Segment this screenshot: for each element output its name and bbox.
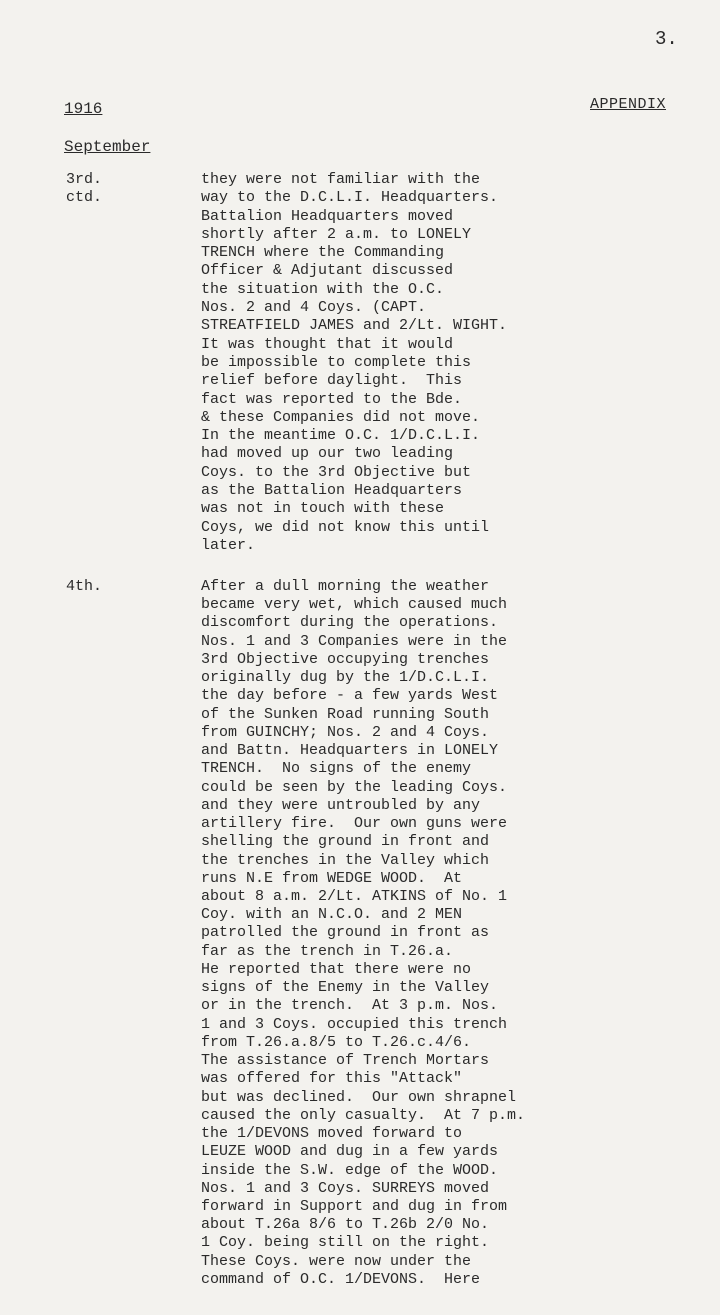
month-heading: September	[64, 138, 151, 156]
entry-line: shortly after 2 a.m. to LONELY	[201, 225, 472, 243]
entry-line: later.	[201, 536, 256, 554]
entry-line: and Battn. Headquarters in LONELY	[201, 742, 499, 760]
entry-line: patrolled the ground in front as	[201, 924, 490, 942]
entry-line: forward in Support and dug in from	[201, 1197, 508, 1215]
entry-line: Coys. to the 3rd Objective but	[201, 463, 472, 481]
entry-line: The assistance of Trench Mortars	[201, 1052, 490, 1070]
entry-date	[66, 171, 102, 208]
entry-line: command of O.C. 1/DEVONS. Here	[201, 1270, 481, 1288]
entry-line: be impossible to complete this	[201, 353, 472, 371]
entry-line: originally dug by the 1/D.C.L.I.	[201, 669, 490, 687]
entry-line: shelling the ground in front and	[201, 833, 490, 851]
entry-date-line: 3rd.	[66, 171, 103, 188]
entry-line: Nos. 1 and 3 Coys. SURREYS moved	[201, 1179, 490, 1197]
entry-line: Coys, we did not know this until	[201, 518, 490, 536]
entry-text	[201, 171, 507, 555]
entry-line: but was declined. Our own shrapnel	[201, 1088, 517, 1106]
entry-line: TRENCH. No signs of the enemy	[201, 760, 472, 778]
entry-line: relief before daylight. This	[201, 372, 463, 390]
entry-line: could be seen by the leading Coys.	[201, 778, 508, 796]
entry-line: & these Companies did not move.	[201, 408, 481, 426]
page-number: 3.	[655, 28, 678, 50]
entry-line: fact was reported to the Bde.	[201, 390, 463, 408]
entry-line: 3rd Objective occupying trenches	[201, 650, 490, 668]
entry-line: the situation with the O.C.	[201, 280, 445, 298]
entry-line: 1 and 3 Coys. occupied this trench	[201, 1015, 508, 1033]
entry-line: artillery fire. Our own guns were	[201, 815, 508, 833]
entry-line: from T.26.a.8/5 to T.26.c.4/6.	[201, 1033, 472, 1051]
entry-line: Officer & Adjutant discussed	[201, 262, 454, 280]
entry-line: or in the trench. At 3 p.m. Nos.	[201, 997, 499, 1015]
entry-line: the day before - a few yards West	[201, 687, 499, 705]
entry-line: was offered for this "Attack"	[201, 1070, 463, 1088]
entry-line: After a dull morning the weather	[201, 578, 490, 595]
entry-line: became very wet, which caused much	[201, 596, 508, 614]
entry-text	[201, 578, 525, 1289]
year-heading: 1916	[64, 100, 103, 118]
entry-line: He reported that there were no	[201, 960, 472, 978]
entry-line: These Coys. were now under the	[201, 1252, 472, 1270]
entry-line: Nos. 1 and 3 Companies were in the	[201, 632, 508, 650]
entry-line: discomfort during the operations.	[201, 614, 499, 632]
entry-line: LEUZE WOOD and dug in a few yards	[201, 1143, 499, 1161]
entry-line: STREATFIELD JAMES and 2/Lt. WIGHT.	[201, 317, 508, 335]
entry-line: as the Battalion Headquarters	[201, 482, 463, 500]
entry-line: about T.26a 8/6 to T.26b 2/0 No.	[201, 1216, 490, 1234]
entry-line: had moved up our two leading	[201, 445, 454, 463]
entry-line: It was thought that it would	[201, 335, 454, 353]
entry-line: of the Sunken Road running South	[201, 705, 490, 723]
entry-line: and they were untroubled by any	[201, 796, 481, 814]
entry-line: inside the S.W. edge of the WOOD.	[201, 1161, 499, 1179]
entry-line: caused the only casualty. At 7 p.m.	[201, 1106, 526, 1124]
entry-line: the 1/DEVONS moved forward to	[201, 1125, 463, 1143]
entry-date-line: ctd.	[66, 189, 103, 207]
entry-line: the trenches in the Valley which	[201, 851, 490, 869]
entry-line: way to the D.C.L.I. Headquarters.	[201, 189, 499, 207]
entry-line: 1 Coy. being still on the right.	[201, 1234, 490, 1252]
entry-line: TRENCH where the Commanding	[201, 244, 445, 262]
entry-line: Coy. with an N.C.O. and 2 MEN	[201, 906, 463, 924]
entry-date-line: 4th.	[66, 578, 103, 595]
entry-line: was not in touch with these	[201, 500, 445, 518]
entry-date	[66, 578, 102, 596]
entry-line: about 8 a.m. 2/Lt. ATKINS of No. 1	[201, 887, 508, 905]
entry-line: runs N.E from WEDGE WOOD. At	[201, 869, 463, 887]
entry-line: far as the trench in T.26.a.	[201, 942, 454, 960]
entry-line: Nos. 2 and 4 Coys. (CAPT.	[201, 299, 427, 317]
entry-line: they were not familiar with the	[201, 171, 481, 188]
entry-line: Battalion Headquarters moved	[201, 207, 454, 225]
appendix-heading: APPENDIX	[590, 96, 667, 113]
entry-line: signs of the Enemy in the Valley	[201, 979, 490, 997]
entry-line: In the meantime O.C. 1/D.C.L.I.	[201, 427, 481, 445]
entry-line: from GUINCHY; Nos. 2 and 4 Coys.	[201, 723, 490, 741]
